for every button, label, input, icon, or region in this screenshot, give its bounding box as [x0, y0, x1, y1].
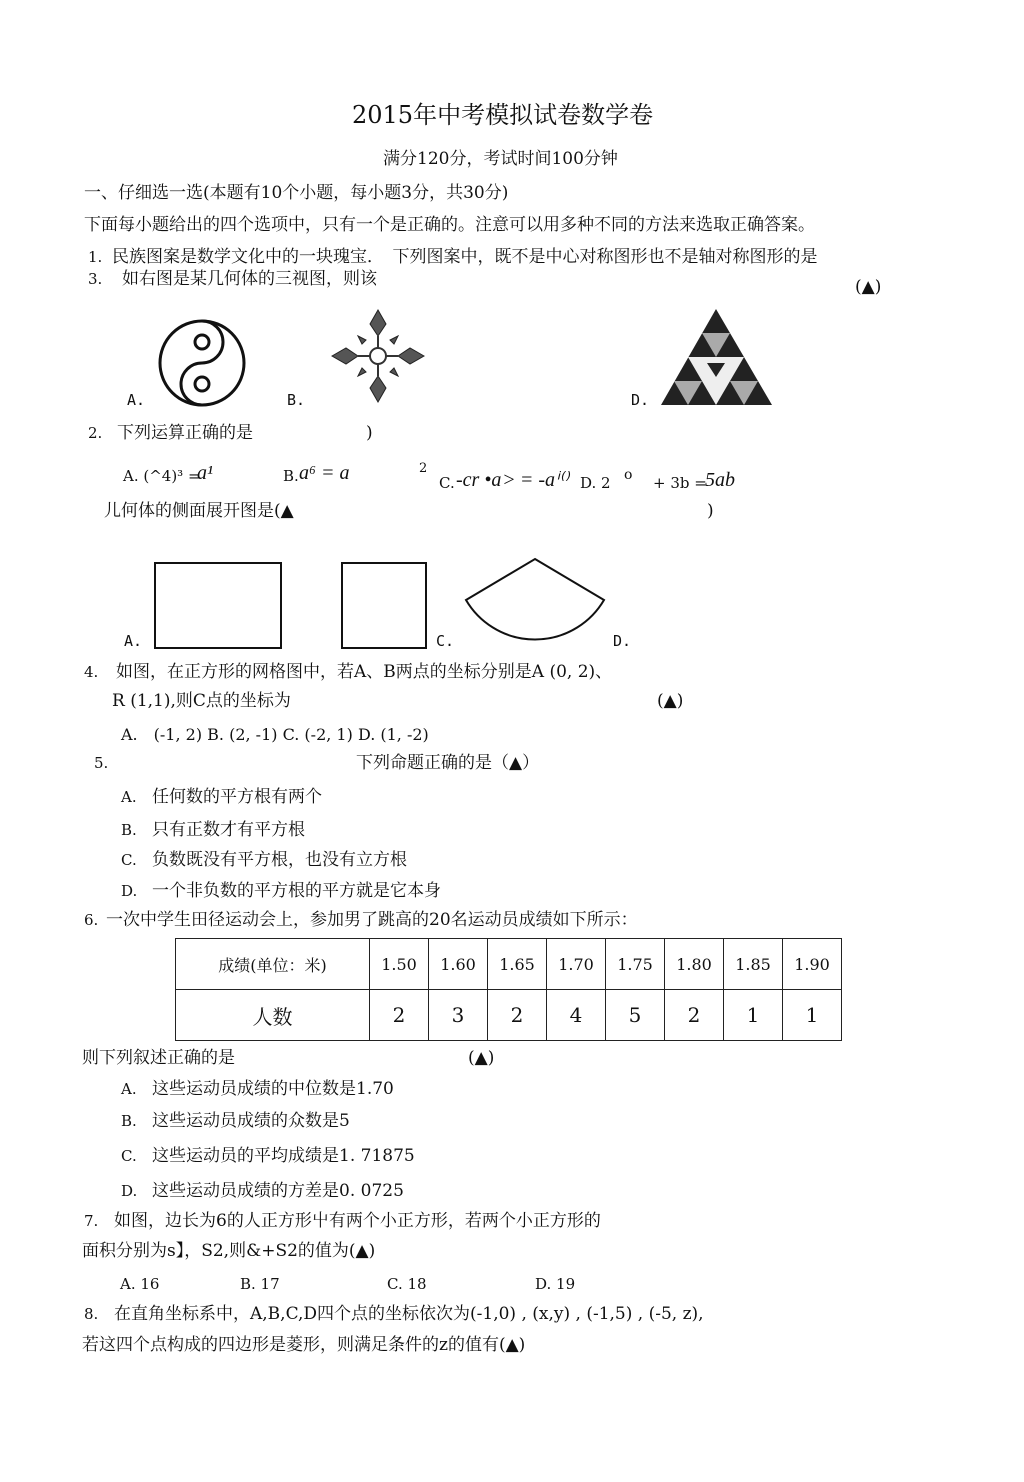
q7-number: 7. — [84, 1212, 99, 1230]
q6-option-b-text: 这些运动员成绩的众数是5 — [152, 1111, 350, 1131]
q3-text-continued: 儿何体的侧面展开图是(▲ — [104, 501, 294, 521]
q1-answer-mark: (▲) — [855, 277, 882, 297]
q1-option-d: D. — [631, 391, 650, 409]
q1-option-b: B. — [287, 391, 306, 409]
q3-option-c: C. — [436, 632, 455, 650]
table-cell: 1.60 — [429, 939, 488, 990]
flower-pattern-figure — [328, 306, 428, 406]
q5-option-b-label: B. — [121, 821, 137, 839]
q6-number: 6. — [84, 911, 99, 929]
q2-option-a-prefix: A. (^4)³ = — [123, 467, 201, 485]
q6-option-a-label: A. — [121, 1080, 137, 1098]
q5-option-a-text: 任何数的平方根有两个 — [152, 787, 322, 807]
q1-text: 民族图案是数学文化中的一块瑰宝． 下列图案中，既不是中心对称图形也不是轴对称图形的是 — [112, 247, 818, 267]
q2-close-paren: ) — [366, 423, 373, 443]
table-cell: 2 — [665, 990, 724, 1041]
yin-yang-figure — [152, 313, 252, 413]
q6-option-a-text: 这些运动员成绩的中位数是1.70 — [152, 1079, 394, 1099]
q3-option-d: D. — [613, 632, 632, 650]
table-header-cell: 人数 — [176, 990, 370, 1041]
q3-option-a: A. — [124, 632, 143, 650]
table-cell: 1.85 — [724, 939, 783, 990]
q5-option-a-label: A. — [121, 788, 137, 806]
q5-number: 5. — [94, 754, 109, 772]
q2-text: 下列运算正确的是 — [117, 423, 253, 443]
q2-option-b-prefix: B. — [283, 467, 299, 485]
table-cell: 1 — [724, 990, 783, 1041]
rectangle-net-figure — [153, 561, 283, 651]
q4-answer-mark: (▲) — [657, 691, 684, 711]
table-cell: 1.70 — [547, 939, 606, 990]
table-row — [176, 939, 842, 990]
q6-answer-mark: (▲) — [468, 1048, 495, 1068]
sierpinski-triangle-figure — [659, 307, 774, 407]
q3-text: 如右图是某几何体的三视图，则该 — [122, 269, 377, 289]
q4-line2: R (1,1),则C点的坐标为 — [112, 691, 291, 711]
q6-option-b-label: B. — [121, 1112, 137, 1130]
q8-number: 8. — [84, 1305, 99, 1323]
q2-option-b-math: a⁶ = a — [299, 462, 350, 484]
q2-option-d-prefix: D. 2 — [580, 474, 611, 492]
q2-option-d-math: 5ab — [705, 469, 735, 491]
q2-circle-mark: o — [624, 467, 633, 483]
q5-text: 下列命题正确的是（▲） — [356, 753, 540, 773]
q2-superscript: 2 — [419, 461, 428, 476]
q4-options: A. (-1, 2) B. (2, -1) C. (-2, 1) D. (1, -2) — [121, 725, 429, 744]
score-table — [175, 938, 842, 1041]
table-cell: 2 — [370, 990, 429, 1041]
section-intro: 下面每小题给出的四个选项中，只有一个是正确的。注意可以用多种不同的方法来选取正确答案。 — [84, 215, 815, 235]
q2-option-c-math: -cr •a˃ = -aⁱ⁽⁾ — [456, 469, 569, 491]
q2-option-a-math: a¹ — [197, 462, 213, 484]
q4-number: 4. — [84, 663, 99, 681]
table-cell: 1.75 — [606, 939, 665, 990]
table-header-cell: 成绩(单位：米) — [176, 939, 370, 990]
q7-option-c: C. 18 — [387, 1275, 427, 1293]
q6-option-c-text: 这些运动员的平均成绩是1. 71875 — [152, 1146, 415, 1166]
q1-option-a: A. — [127, 391, 146, 409]
square-net-figure — [340, 561, 428, 651]
section-heading: 一、仔细选一选(本题有10个小题，每小题3分，共30分) — [84, 183, 509, 203]
table-cell: 4 — [547, 990, 606, 1041]
q5-option-b-text: 只有正数才有平方根 — [152, 820, 305, 840]
q5-option-d-text: 一个非负数的平方根的平方就是它本身 — [152, 881, 441, 901]
table-cell: 1.50 — [370, 939, 429, 990]
page-title: 2015年中考模拟试卷数学卷 — [352, 101, 654, 129]
q2-option-c-prefix: C. — [439, 474, 455, 492]
q6-option-d-text: 这些运动员成绩的方差是0. 0725 — [152, 1181, 404, 1201]
table-cell: 5 — [606, 990, 665, 1041]
table-cell: 2 — [488, 990, 547, 1041]
q1-number: 1. — [88, 248, 103, 266]
q8-line2: 若这四个点构成的四边形是菱形，则满足条件的z的值有(▲) — [82, 1335, 526, 1355]
q4-line1: 如图，在正方形的网格图中，若A、B两点的坐标分别是A (0, 2)、 — [116, 662, 613, 682]
q7-option-b: B. 17 — [240, 1275, 280, 1293]
page-subtitle: 满分120分，考试时间100分钟 — [383, 149, 618, 169]
q7-line2: 面积分别为s】，S2,则&+S2的值为(▲) — [82, 1241, 376, 1261]
q5-option-d-label: D. — [121, 882, 138, 900]
q5-option-c-label: C. — [121, 851, 137, 869]
q3-number: 3. — [88, 270, 103, 288]
table-cell: 3 — [429, 990, 488, 1041]
q7-line1: 如图，边长为6的人正方形屮有两个小正方形，若两个小正方形的 — [114, 1211, 601, 1231]
q6-question: 则下列叙述正确的是 — [82, 1048, 235, 1068]
q6-text: 一次中学生田径运动会上，参加男了跳高的20名运动员成绩如下所示： — [106, 910, 638, 930]
table-cell: 1.90 — [783, 939, 842, 990]
q6-option-d-label: D. — [121, 1182, 138, 1200]
table-cell: 1 — [783, 990, 842, 1041]
q6-option-c-label: C. — [121, 1147, 137, 1165]
q2-option-d-rest: + 3b = — [653, 474, 707, 492]
q7-option-a: A. 16 — [120, 1275, 160, 1293]
table-cell: 1.65 — [488, 939, 547, 990]
sector-net-figure — [461, 556, 609, 651]
table-row — [176, 990, 842, 1041]
q5-option-c-text: 负数既没有平方根，也没有立方根 — [152, 850, 407, 870]
q3-close-paren: ) — [707, 501, 714, 521]
q8-line1: 在直角坐标系中，A,B,C,D四个点的坐标依次为(-1,0) , (x,y) , (-1,5) , (-5, z), — [114, 1304, 704, 1324]
q2-number: 2. — [88, 424, 103, 442]
q7-option-d: D. 19 — [535, 1275, 576, 1293]
table-cell: 1.80 — [665, 939, 724, 990]
